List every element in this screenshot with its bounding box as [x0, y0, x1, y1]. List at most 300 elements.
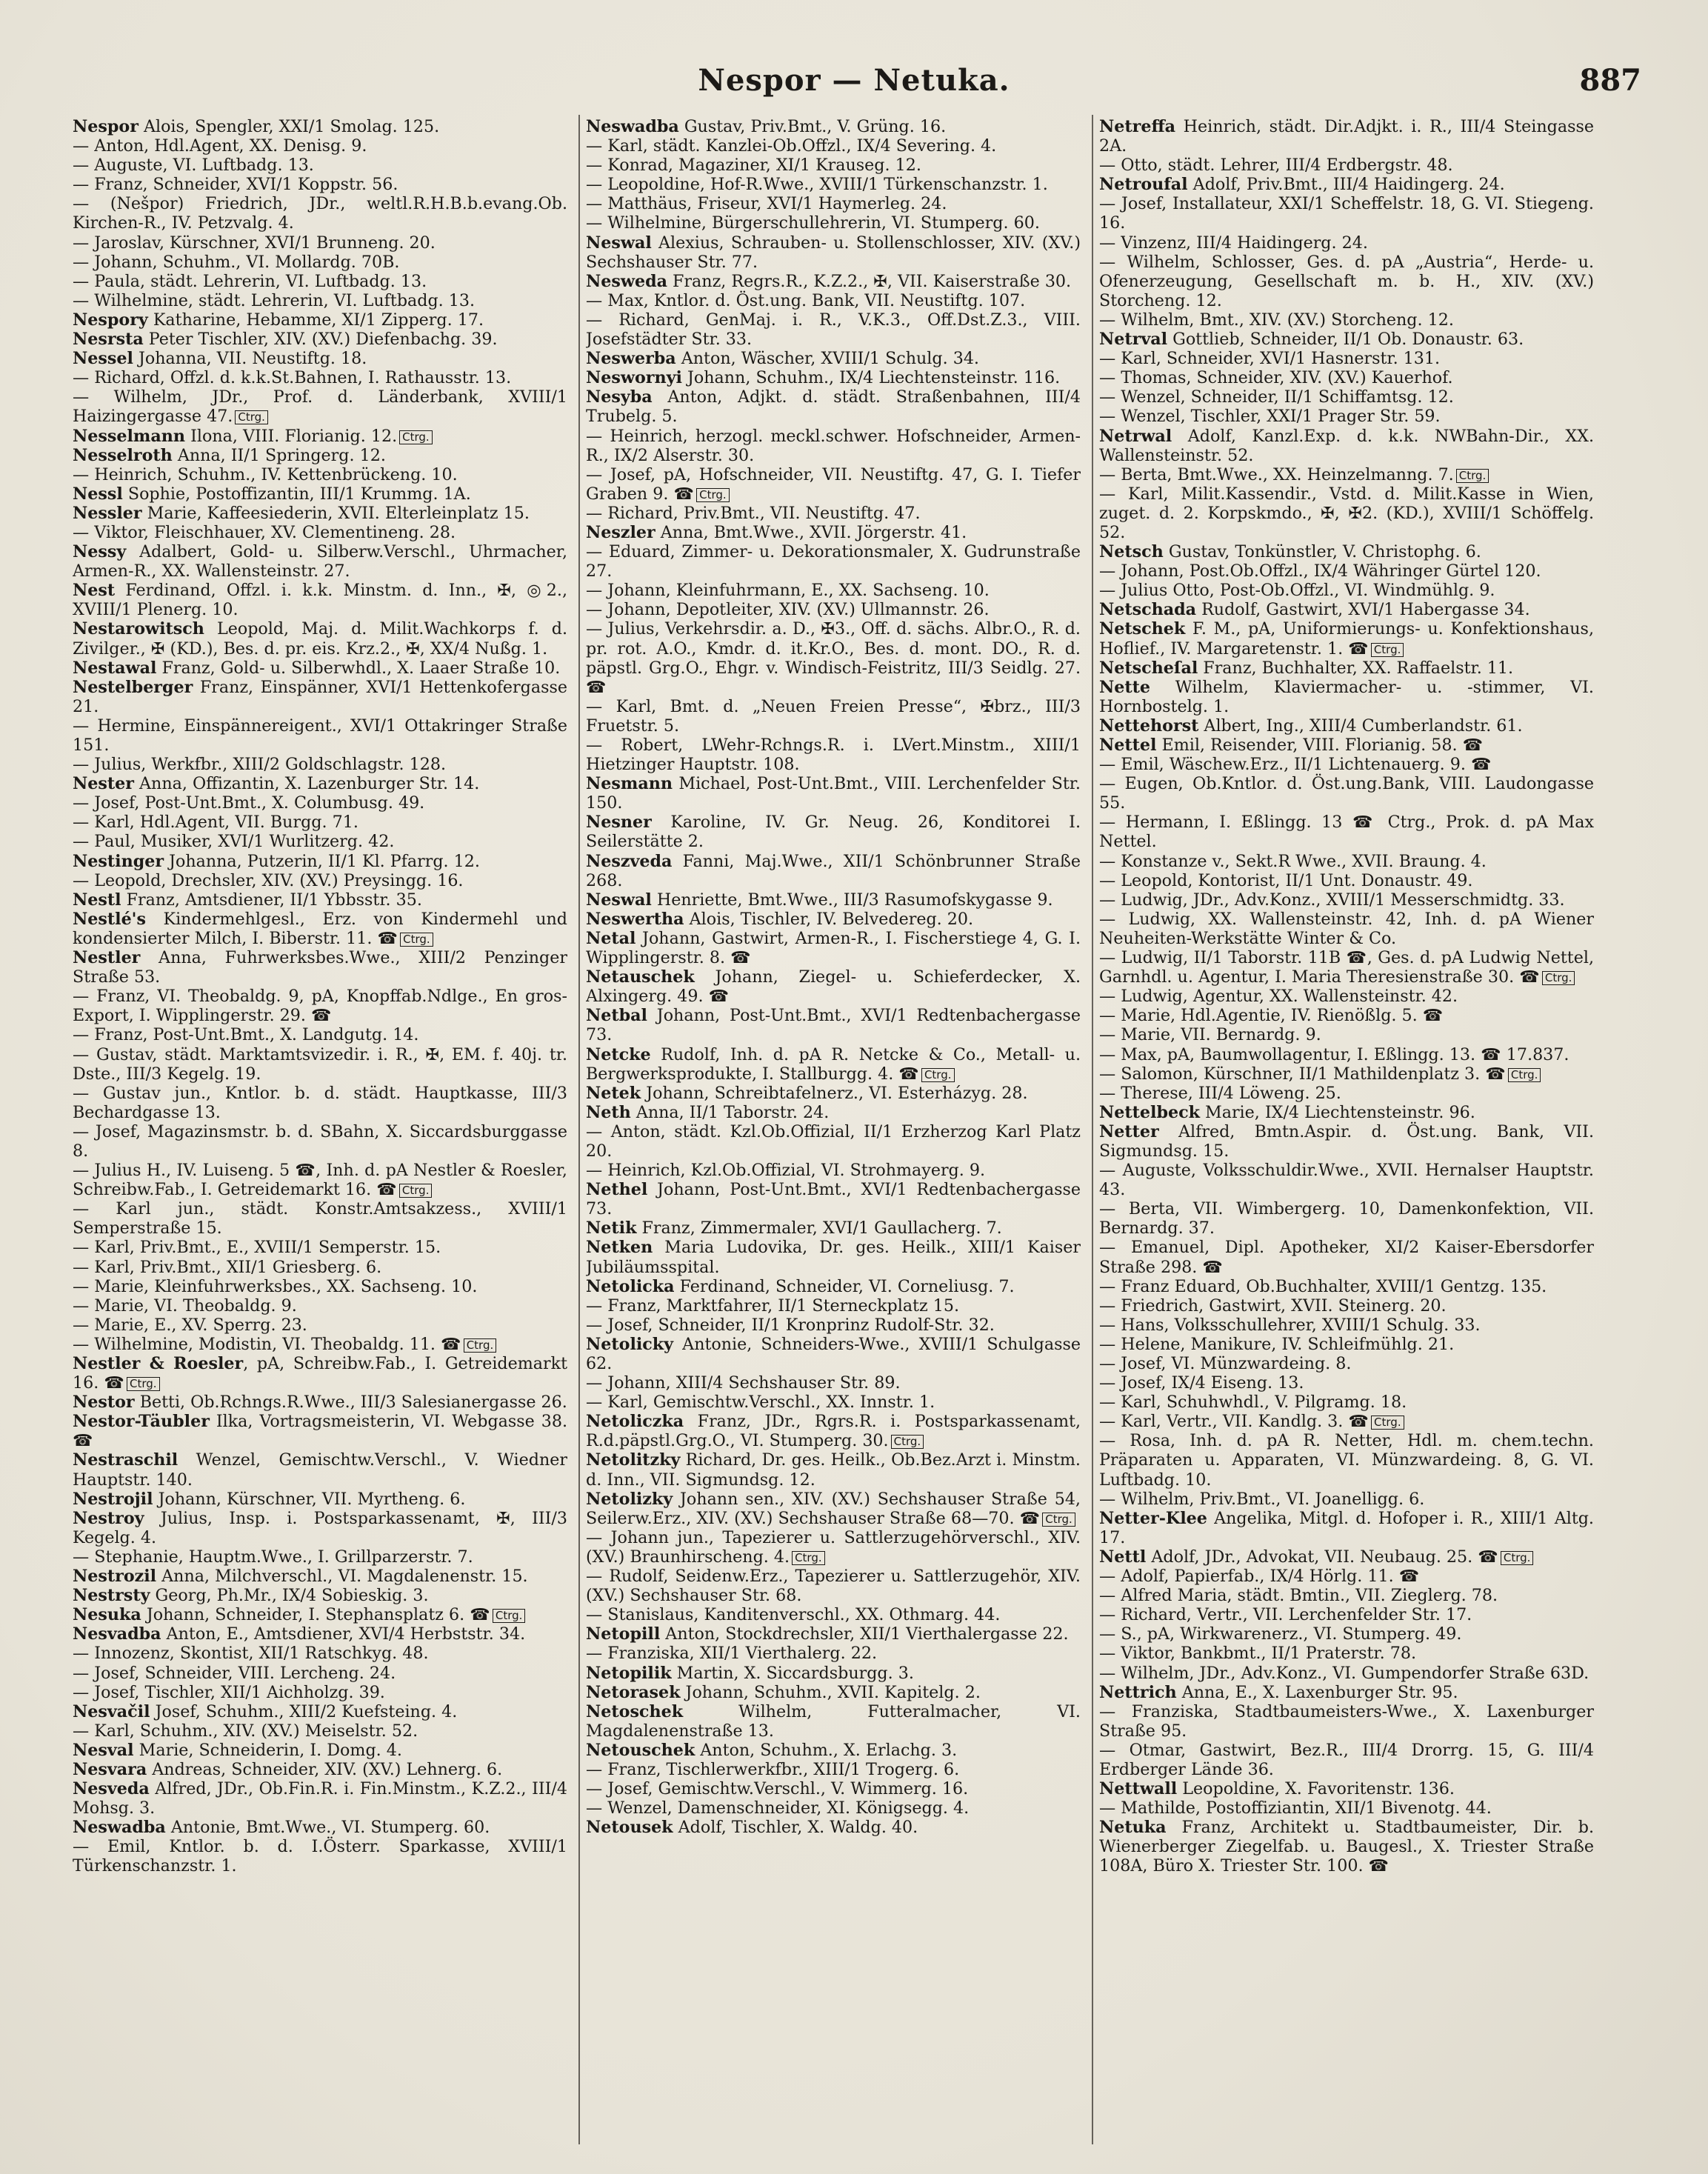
directory-entry: [586, 1296, 1081, 1316]
entry-surname: Neszler: [586, 522, 655, 542]
directory-entry: [73, 1393, 567, 1412]
entry-surname: Nessel: [73, 349, 133, 369]
entry-details: — Thomas, Schneider, XIV. (XV.) Kauerhof.: [1099, 368, 1453, 388]
directory-entry: [73, 523, 567, 542]
entry-details: Gustav, Priv.Bmt., V. Grüng. 16.: [678, 117, 947, 136]
entry-details: — Stanislaus, Kanditenverschl., XX. Othmarg. 44.: [586, 1605, 1001, 1625]
directory-entry: [1099, 1431, 1594, 1489]
entry-surname: Netopilik: [586, 1663, 672, 1683]
directory-entry: [73, 1644, 567, 1663]
entry-details: — Wenzel, Damenschneider, XI. Königsegg. 4.: [586, 1798, 970, 1818]
entry-details: — Stephanie, Hauptm.Wwe., I. Grillparzerstr. 7.: [73, 1547, 473, 1567]
entry-details: — Wilhelm, JDr., Adv.Konz., VI. Gumpendorfer Straße 63D.: [1099, 1663, 1589, 1683]
entry-surname: Nester: [73, 774, 134, 794]
directory-entry: [73, 1161, 567, 1199]
directory-entry: [73, 1490, 567, 1509]
entry-details: Katharine, Hebamme, XI/1 Zipperg. 17.: [147, 310, 484, 330]
entry-details: Anna, Bmt.Wwe., XVII. Jörgerstr. 41.: [655, 522, 967, 542]
entry-surname: Netrval: [1099, 330, 1168, 350]
entry-details: — Viktor, Bankbmt., II/1 Praterstr. 78.: [1099, 1644, 1416, 1664]
directory-entry: [73, 310, 567, 330]
ctrg-badge: Ctrg.: [921, 1068, 955, 1082]
entry-surname: Nessler: [73, 503, 142, 523]
directory-entry: [73, 427, 567, 446]
directory-entry: [73, 1045, 567, 1084]
ctrg-badge: Ctrg.: [399, 430, 433, 444]
entry-details: — Gustav jun., Kntlor. b. d. städt. Hauptkasse, III/3 Bechardgasse 13.: [73, 1083, 567, 1122]
entry-details: — Karl, Priv.Bmt., XII/1 Griesberg. 6.: [73, 1257, 382, 1277]
entry-details: — Konrad, Magaziner, XI/1 Krauseg. 12.: [586, 156, 921, 176]
directory-entry: [1099, 368, 1594, 387]
entry-surname: Netreffa: [1099, 117, 1176, 136]
directory-entry: [73, 832, 567, 851]
entry-surname: Netorasek: [586, 1682, 681, 1702]
entry-surname: Netolizky: [586, 1489, 673, 1509]
entry-details: — Karl, städt. Kanzlei-Ob.Offzl., IX/4 Severing. 4.: [586, 136, 997, 156]
directory-entry: [73, 1412, 567, 1450]
entry-details: — Karl jun., städt. Konstr.Amtsakzess., XVIII/1 Semperstraße 15.: [73, 1199, 567, 1238]
entry-details: — Karl, Priv.Bmt., E., XVIII/1 Semperstr. 15.: [73, 1238, 441, 1258]
ctrg-badge: Ctrg.: [696, 488, 730, 502]
entry-details: Johann, Schreibtafelnerz., VI. Esterházyg. 28.: [641, 1083, 1028, 1103]
directory-entry: [1099, 1818, 1594, 1875]
directory-entry: [1099, 813, 1594, 851]
directory-entry: [1099, 561, 1594, 581]
column-1: [73, 117, 567, 2139]
directory-entry: [586, 194, 1081, 213]
entry-surname: Netolicky: [586, 1334, 674, 1354]
ctrg-badge: Ctrg.: [400, 933, 433, 947]
directory-entry: [1099, 330, 1594, 349]
entry-details: Martin, X. Siccardsburgg. 3.: [671, 1663, 914, 1683]
entry-surname: Nettwall: [1099, 1779, 1178, 1799]
entry-surname: Netouschek: [586, 1740, 695, 1760]
entry-details: Johann sen., XIV. (XV.) Sechshauser Straße 54, Seilerw.Erz., XIV. (XV.) Sechshauser Straße 68—70. ☎: [586, 1489, 1081, 1528]
entry-details: — Marie, E., XV. Sperrg. 23.: [73, 1315, 307, 1335]
directory-entry: [586, 697, 1081, 736]
entry-details: Anna, E., X. Laxenburger Str. 95.: [1176, 1682, 1458, 1702]
entry-details: Franz, Einspänner, XVI/1 Hettenkofergasse 21.: [73, 677, 567, 716]
directory-entry: [73, 871, 567, 890]
entry-details: Franz, Architekt u. Stadtbaumeister, Dir. b. Wienerberger Ziegelfab. u. Baugesl., X. Triester Straße 108A, Büro X. Triester Str. 100. ☎: [1099, 1818, 1594, 1876]
entry-details: — Emil, Wäschew.Erz., II/1 Lichtenauerg. 9. ☎: [1099, 755, 1492, 775]
directory-entry: [586, 1798, 1081, 1818]
entry-details: — Innozenz, Skontist, XII/1 Ratschkyg. 48.: [73, 1644, 429, 1664]
directory-entry: [586, 291, 1081, 310]
directory-entry: [1099, 1354, 1594, 1373]
directory-entry: [73, 1277, 567, 1296]
directory-entry: [73, 890, 567, 910]
entry-details: — Wilhelm, JDr., Prof. d. Länderbank, XVIII/1 Haizingergasse 47.: [73, 387, 567, 427]
entry-details: — Richard, GenMaj. i. R., V.K.3., Off.Dst.Z.3., VIII. Josefstädter Str. 33.: [586, 310, 1081, 350]
directory-entry: [1099, 1798, 1594, 1818]
entry-details: — Otmar, Gastwirt, Bez.R., III/4 Drorrg. 15, G. III/4 Erdberger Lände 36.: [1099, 1740, 1594, 1779]
directory-entry: [73, 1122, 567, 1161]
entry-surname: Netbal: [586, 1006, 647, 1026]
ctrg-badge: Ctrg.: [127, 1377, 160, 1391]
entry-surname: Nesveda: [73, 1779, 150, 1799]
directory-entry: [73, 658, 567, 678]
directory-entry: [586, 1741, 1081, 1760]
ctrg-badge: Ctrg.: [464, 1338, 497, 1353]
directory-columns: [73, 117, 1594, 2139]
entry-surname: Nestrojil: [73, 1489, 153, 1509]
entry-details: Ferdinand, Offzl. i. k.k. Minstm. d. Inn., ✠, ◎2., XVIII/1 Plenerg. 10.: [73, 581, 567, 620]
entry-details: Gustav, Tonkünstler, V. Christophg. 6.: [1163, 542, 1481, 562]
entry-details: Johann, Schneider, I. Stephansplatz 6. ☎: [141, 1605, 490, 1625]
directory-entry: [73, 175, 567, 194]
directory-entry: [1099, 1393, 1594, 1412]
entry-details: Anton, E., Amtsdiener, XVI/4 Herbststr. 34.: [161, 1624, 526, 1644]
entry-surname: Netousek: [586, 1818, 673, 1838]
directory-entry: [586, 213, 1081, 233]
directory-entry: [73, 542, 567, 581]
directory-entry: [73, 774, 567, 793]
directory-entry: [586, 504, 1081, 523]
directory-entry: [1099, 1103, 1594, 1122]
ctrg-badge: Ctrg.: [399, 1184, 433, 1198]
directory-entry: [73, 948, 567, 987]
directory-entry: [586, 1122, 1081, 1161]
directory-entry: [586, 1277, 1081, 1296]
directory-entry: [73, 1837, 567, 1875]
entry-surname: Nesselmann: [73, 426, 186, 446]
entry-surname: Neszveda: [586, 851, 673, 871]
directory-entry: [73, 1084, 567, 1122]
directory-entry: [1099, 1335, 1594, 1354]
directory-entry: [1099, 117, 1594, 156]
entry-surname: Nesvačil: [73, 1701, 150, 1721]
entry-surname: Nestl: [73, 890, 121, 910]
entry-details: Leopold, Maj. d. Milit.Wachkorps f. d. Zivilger., ✠ (KD.), Bes. d. pr. eis. Krz.2., ✠, XX/4 Nußg. 1.: [73, 619, 567, 658]
directory-entry: [1099, 1277, 1594, 1296]
directory-entry: [1099, 1064, 1594, 1084]
directory-entry: [1099, 1664, 1594, 1683]
directory-entry: [1099, 1373, 1594, 1393]
directory-entry: [586, 1393, 1081, 1412]
ctrg-badge: Ctrg.: [1508, 1068, 1541, 1082]
entry-surname: Neswerba: [586, 349, 676, 369]
entry-details: Ferdinand, Schneider, VI. Corneliusg. 7.: [674, 1276, 1015, 1296]
directory-entry: [586, 272, 1081, 291]
entry-details: Fanni, Maj.Wwe., XII/1 Schönbrunner Straße 268.: [586, 851, 1081, 890]
directory-entry: [1099, 1122, 1594, 1161]
directory-entry: [1099, 1683, 1594, 1702]
entry-surname: Netal: [586, 928, 636, 948]
entry-details: — Matthäus, Friseur, XVI/1 Haymerleg. 24.: [586, 194, 947, 214]
directory-entry: [1099, 484, 1594, 542]
entry-details: — Anton, städt. Kzl.Ob.Offizial, II/1 Erzherzog Karl Platz 20.: [586, 1121, 1081, 1161]
directory-entry: [586, 600, 1081, 619]
directory-entry: [1099, 542, 1594, 561]
entry-details: Johann, Gastwirt, Armen-R., I. Fischerstiege 4, G. I. Wipplingerstr. 8. ☎: [586, 928, 1081, 968]
directory-entry: [73, 136, 567, 156]
entry-details: — Josef, Tischler, XII/1 Aichholzg. 39.: [73, 1682, 385, 1702]
directory-entry: [73, 504, 567, 523]
entry-details: Franz, Gold- u. Silberwhdl., X. Laaer Straße 10.: [156, 658, 561, 678]
directory-entry: [73, 349, 567, 368]
entry-details: — Berta, Bmt.Wwe., XX. Heinzelmanng. 7.: [1099, 464, 1454, 484]
directory-entry: [73, 987, 567, 1025]
entry-details: — Otto, städt. Lehrer, III/4 Erdbergstr. 48.: [1099, 156, 1453, 176]
entry-details: Maria Ludovika, Dr. ges. Heilk., XIII/1 Kaiser Jubiläumsspital.: [586, 1238, 1081, 1277]
directory-entry: [73, 484, 567, 504]
entry-details: — Franz Eduard, Ob.Buchhalter, XVIII/1 Gentzg. 135.: [1099, 1276, 1547, 1296]
entry-details: Alfred, JDr., Ob.Fin.R. i. Fin.Minstm., K.Z.2., III/4 Mohsg. 3.: [73, 1779, 567, 1818]
directory-entry: [586, 1084, 1081, 1103]
directory-entry: [586, 1238, 1081, 1276]
entry-surname: Netopill: [586, 1624, 661, 1644]
entry-surname: Nesrsta: [73, 330, 144, 350]
directory-entry: [1099, 233, 1594, 253]
entry-details: Michael, Post-Unt.Bmt., VIII. Lerchenfelder Str. 150.: [586, 774, 1081, 813]
entry-details: — Auguste, Volksschuldir.Wwe., XVII. Hernalser Hauptstr. 43.: [1099, 1161, 1594, 1200]
entry-details: — Karl, Schneider, XVI/1 Hasnerstr. 131.: [1099, 349, 1441, 369]
entry-surname: Nestinger: [73, 851, 164, 871]
directory-entry: [73, 1586, 567, 1605]
entry-surname: Nesweda: [586, 271, 667, 291]
entry-details: Angelika, Mitgl. d. Hofoper i. R., XIII/1 Altg. 17.: [1099, 1508, 1594, 1547]
entry-details: Antonie, Bmt.Wwe., VI. Stumperg. 60.: [165, 1818, 490, 1838]
entry-details: Franz, JDr., Rgrs.R. i. Postsparkassenamt, R.d.päpstl.Grg.O., VI. Stumperg. 30.: [586, 1412, 1081, 1451]
directory-entry: [73, 910, 567, 948]
entry-surname: Nesval: [73, 1740, 134, 1760]
entry-details: Johann, Schuhm., XVII. Kapitelg. 2.: [680, 1682, 981, 1702]
entry-details: — Josef, Installateur, XXI/1 Scheffelstr. 18, G. VI. Stiegeng. 16.: [1099, 194, 1594, 233]
entry-details: Alois, Tischler, IV. Belvedereg. 20.: [684, 909, 974, 929]
directory-entry: [73, 156, 567, 175]
entry-details: — Rosa, Inh. d. pA R. Netter, Hdl. m. chem.techn. Präparaten u. Apparaten, VI. Münzwardeing. 8, G. VI. Luftbadg. 10.: [1099, 1431, 1594, 1490]
directory-entry: [73, 1567, 567, 1586]
entry-details: Wilhelm, Klaviermacher- u. -stimmer, VI. Hornbostelg. 1.: [1099, 677, 1594, 716]
entry-surname: Nethel: [586, 1180, 648, 1200]
directory-entry: [586, 1605, 1081, 1624]
entry-details: — S., pA, Wirkwarenerz., VI. Stumperg. 49.: [1099, 1624, 1462, 1644]
entry-details: Rudolf, Inh. d. pA R. Netcke & Co., Metall- u. Bergwerksprodukte, I. Stallburgg. 4. ☎: [586, 1044, 1081, 1084]
entry-surname: Nessl: [73, 484, 123, 504]
directory-entry: [1099, 890, 1594, 910]
directory-entry: [1099, 407, 1594, 426]
entry-details: — Josef, Magazinsmstr. b. d. SBahn, X. Siccardsburggasse 8.: [73, 1121, 567, 1161]
directory-entry: [586, 427, 1081, 465]
directory-entry: [73, 446, 567, 465]
entry-details: — Julius, Verkehrsdir. a. D., ✠3., Off. d. sächs. Albr.O., R. d. pr. rot. A.O., Kmdr. d. it.Kr.O., Bes. d. mont. DO., R. d. päpstl. Grg.O., Ehgr. v. Windisch-Feistritz, III/3 Seidlg. 27. ☎: [586, 619, 1081, 697]
entry-surname: Netek: [586, 1083, 641, 1103]
directory-entry: [1099, 1238, 1594, 1276]
entry-details: — Wenzel, Tischler, XXI/1 Prager Str. 59.: [1099, 407, 1441, 427]
entry-surname: Netolicka: [586, 1276, 675, 1296]
entry-surname: Netter: [1099, 1121, 1159, 1141]
entry-details: — Karl, Schuhwhdl., V. Pilgramg. 18.: [1099, 1393, 1407, 1413]
directory-entry: [586, 736, 1081, 774]
entry-details: — Karl, Milit.Kassendir., Vstd. d. Milit.Kasse in Wien, zuget. d. 2. Korpskmdo., ✠, ✠2. (KD.), XVIII/1 Schöffelg. 52.: [1099, 484, 1594, 542]
entry-details: — Wilhelmine, städt. Lehrerin, VI. Luftbadg. 13.: [73, 290, 476, 310]
entry-details: — Konstanze v., Sekt.R Wwe., XVII. Braung. 4.: [1099, 851, 1487, 871]
entry-details: Franz, Regrs.R., K.Z.2., ✠, VII. Kaiserstraße 30.: [667, 271, 1072, 291]
entry-details: — Julius, Werkfbr., XIII/2 Goldschlagstr. 128.: [73, 755, 447, 775]
entry-details: Anna, Offizantin, X. Lazenburger Str. 14.: [133, 774, 480, 794]
entry-details: Johann, Kürschner, VII. Myrtheng. 6.: [153, 1489, 466, 1509]
entry-details: — Emanuel, Dipl. Apotheker, XI/2 Kaiser-Ebersdorfer Straße 298. ☎: [1099, 1238, 1594, 1277]
entry-details: Henriette, Bmt.Wwe., III/3 Rasumofskygasse 9.: [651, 890, 1053, 910]
entry-details: — Salomon, Kürschner, II/1 Mathildenplatz 3. ☎: [1099, 1064, 1506, 1084]
directory-entry: [586, 929, 1081, 967]
directory-entry: [73, 465, 567, 484]
entry-surname: Nesmann: [586, 774, 673, 794]
directory-entry: [1099, 716, 1594, 736]
directory-entry: [586, 910, 1081, 929]
entry-surname: Netauschek: [586, 967, 695, 987]
directory-entry: [73, 368, 567, 387]
entry-details: — Franziska, Stadtbaumeisters-Wwe., X. Laxenburger Straße 95.: [1099, 1701, 1594, 1741]
directory-entry: [1099, 1567, 1594, 1586]
entry-details: — Marie, Kleinfuhrwerksbes., XX. Sachseng. 10.: [73, 1276, 478, 1296]
entry-surname: Netoliczka: [586, 1412, 684, 1432]
entry-surname: Nestlé's: [73, 909, 146, 929]
directory-entry: [73, 1258, 567, 1277]
directory-entry: [586, 1779, 1081, 1798]
directory-entry: [1099, 948, 1594, 987]
entry-details: — Josef, Schneider, II/1 Kronprinz Rudolf-Str. 32.: [586, 1315, 995, 1335]
entry-details: — Josef, Gemischtw.Verschl., V. Wimmerg. 16.: [586, 1779, 969, 1799]
entry-details: — Helene, Manikure, IV. Schleifmühlg. 21.: [1099, 1334, 1455, 1354]
entry-surname: Nessy: [73, 542, 127, 562]
entry-details: — Johann, Post.Ob.Offzl., IX/4 Währinger Gürtel 120.: [1099, 561, 1541, 581]
entry-surname: Netsch: [1099, 542, 1164, 562]
entry-surname: Netolitzky: [586, 1450, 681, 1470]
directory-entry: [1099, 1161, 1594, 1199]
entry-details: Alfred, Bmtn.Aspir. d. Öst.ung. Bank, VII. Sigmundsg. 15.: [1099, 1121, 1594, 1161]
entry-details: — Ludwig, JDr., Adv.Konz., XVIII/1 Messerschmidtg. 33.: [1099, 890, 1565, 910]
entry-details: Adolf, Kanzl.Exp. d. k.k. NWBahn-Dir., XX. Wallensteinstr. 52.: [1099, 426, 1594, 465]
entry-surname: Neswal: [586, 890, 652, 910]
entry-surname: Neswadba: [586, 117, 679, 136]
entry-details: — Therese, III/4 Löweng. 25.: [1099, 1083, 1341, 1103]
entry-details: — Jaroslav, Kürschner, XVI/1 Brunneng. 20.: [73, 233, 436, 253]
directory-entry: [1099, 1741, 1594, 1779]
entry-details: F. M., pA, Uniformierungs- u. Konfektionshaus, Hoflief., IV. Margaretenstr. 1. ☎: [1099, 619, 1594, 658]
directory-entry: [73, 793, 567, 813]
directory-entry: [73, 233, 567, 253]
directory-entry: [73, 1664, 567, 1683]
directory-entry: [1099, 1547, 1594, 1567]
entry-details: — Paul, Musiker, XVI/1 Wurlitzerg. 42.: [73, 832, 395, 852]
entry-details: Ilona, VIII. Florianig. 12.: [185, 426, 398, 446]
entry-details: — Johann, XIII/4 Sechshauser Str. 89.: [586, 1373, 901, 1393]
entry-surname: Nettel: [1099, 736, 1157, 755]
entry-surname: Nestler: [73, 948, 141, 968]
directory-entry: [73, 1238, 567, 1257]
entry-details: Franz, Zimmermaler, XVI/1 Gaullacherg. 7.: [636, 1218, 1002, 1238]
entry-details: — Julius Otto, Post-Ob.Offzl., VI. Windmühlg. 9.: [1099, 581, 1495, 601]
directory-entry: [1099, 1296, 1594, 1316]
directory-entry: [73, 678, 567, 716]
directory-entry: [73, 1509, 567, 1547]
directory-entry: [73, 1779, 567, 1818]
entry-details: Anna, Fuhrwerksbes.Wwe., XIII/2 Penzinger Straße 53.: [73, 948, 567, 987]
entry-details: Alois, Spengler, XXI/1 Smolag. 125.: [138, 117, 440, 136]
directory-entry: [586, 1412, 1081, 1450]
entry-surname: Nest: [73, 581, 116, 601]
directory-entry: [586, 1450, 1081, 1489]
entry-details: — Johann jun., Tapezierer u. Sattlerzugehörverschl., XIV. (XV.) Braunhirscheng. 4.: [586, 1527, 1081, 1567]
directory-entry: [586, 1218, 1081, 1238]
directory-entry: [586, 310, 1081, 349]
entry-details: Betti, Ob.Rchngs.R.Wwe., III/3 Salesianergasse 26.: [134, 1393, 567, 1413]
directory-entry: [586, 1335, 1081, 1373]
entry-details: — Heinrich, Schuhm., IV. Kettenbrückeng. 10.: [73, 464, 458, 484]
directory-entry: [73, 117, 567, 136]
entry-details: — Marie, VI. Theobaldg. 9.: [73, 1296, 297, 1316]
directory-entry: [73, 1450, 567, 1489]
entry-surname: Netoschek: [586, 1701, 684, 1721]
entry-details: Peter Tischler, XIV. (XV.) Diefenbachg. 39.: [143, 330, 498, 350]
column-3: [1099, 117, 1594, 2139]
directory-entry: [73, 272, 567, 291]
directory-entry: [73, 755, 567, 774]
directory-entry: [73, 387, 567, 426]
entry-surname: Nestrozil: [73, 1567, 157, 1587]
directory-entry: [1099, 465, 1594, 484]
directory-entry: [1099, 619, 1594, 658]
entry-details: — Marie, VII. Bernardg. 9.: [1099, 1025, 1321, 1045]
directory-entry: [1099, 1624, 1594, 1644]
directory-entry: [73, 1818, 567, 1837]
entry-details: Anton, Schuhm., X. Erlachg. 3.: [695, 1740, 958, 1760]
entry-details: — Eugen, Ob.Kntlor. d. Öst.ung.Bank, VIII. Laudongasse 55.: [1099, 774, 1594, 813]
entry-surname: Netschada: [1099, 600, 1197, 620]
entry-details: — Franz, Post-Unt.Bmt., X. Landgutg. 14.: [73, 1025, 419, 1045]
directory-entry: [1099, 1490, 1594, 1509]
entry-details: Adolf, JDr., Advokat, VII. Neubaug. 25. ☎: [1146, 1547, 1498, 1567]
directory-entry: [586, 967, 1081, 1006]
entry-details: Alexius, Schrauben- u. Stollenschlosser, XIV. (XV.) Sechshauser Str. 77.: [586, 233, 1081, 272]
entry-details: — Josef, Post-Unt.Bmt., X. Columbusg. 49.: [73, 793, 425, 813]
directory-entry: [73, 1335, 567, 1354]
directory-entry: [1099, 852, 1594, 871]
directory-entry: [73, 1721, 567, 1741]
entry-details: Adolf, Priv.Bmt., III/4 Haidingerg. 24.: [1187, 175, 1505, 195]
entry-details: — Hans, Volksschullehrer, XVIII/1 Schulg. 33.: [1099, 1315, 1481, 1335]
entry-details: — Gustav, städt. Marktamtsvizedir. i. R., ✠, EM. f. 40j. tr. Dste., III/3 Kegelg. 19.: [73, 1044, 567, 1084]
entry-details: — Franz, Tischlerwerkfbr., XIII/1 Trogerg. 6.: [586, 1759, 960, 1779]
directory-entry: [73, 1316, 567, 1335]
entry-surname: Nesuka: [73, 1605, 141, 1625]
entry-details: Heinrich, städt. Dir.Adjkt. i. R., III/4 Steingasse 2A.: [1099, 117, 1594, 156]
directory-entry: [73, 852, 567, 871]
entry-details: — Heinrich, herzogl. meckl.schwer. Hofschneider, Armen-R., IX/2 Alserstr. 30.: [586, 426, 1081, 465]
entry-details: , pA, Schreibw.Fab., I. Getreidemarkt 16. ☎: [73, 1354, 567, 1393]
entry-details: Andreas, Schneider, XIV. (XV.) Lehnerg. 6.: [147, 1759, 503, 1779]
directory-entry: [73, 1199, 567, 1238]
entry-details: — Richard, Vertr., VII. Lerchenfelder Str. 17.: [1099, 1605, 1472, 1625]
entry-details: Richard, Dr. ges. Heilk., Ob.Bez.Arzt i. Minstm. d. Inn., VII. Sigmundsg. 12.: [586, 1450, 1081, 1490]
entry-surname: Nespory: [73, 310, 148, 330]
entry-surname: Nestler & Roesler: [73, 1354, 244, 1373]
directory-entry: [1099, 253, 1594, 310]
directory-entry: [1099, 1605, 1594, 1624]
entry-details: — Friedrich, Gastwirt, XVII. Steinerg. 20.: [1099, 1296, 1447, 1316]
entry-details: — Eduard, Zimmer- u. Dekorationsmaler, X. Gudrunstraße 27.: [586, 542, 1081, 581]
entry-surname: Netroufal: [1099, 175, 1188, 195]
entry-details: — Vinzenz, III/4 Haidingerg. 24.: [1099, 233, 1368, 253]
directory-entry: [1099, 1702, 1594, 1741]
ctrg-badge: Ctrg.: [493, 1609, 526, 1623]
entry-surname: Nesner: [586, 813, 652, 833]
entry-surname: Nestor-Täubler: [73, 1412, 210, 1432]
ctrg-badge: Ctrg.: [1371, 643, 1404, 657]
directory-entry: [73, 1760, 567, 1779]
